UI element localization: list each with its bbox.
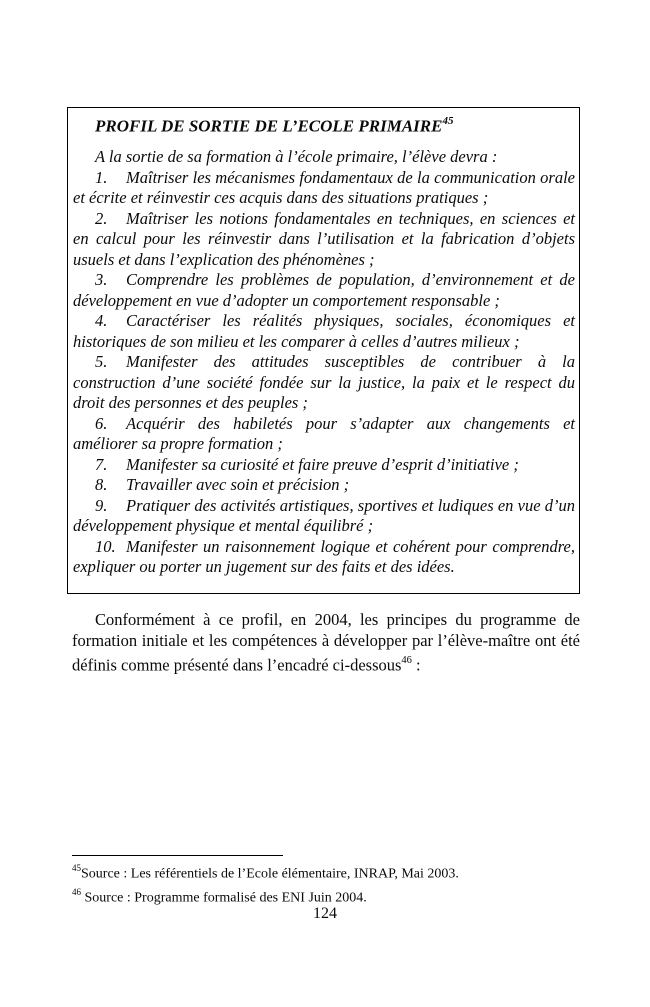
profile-item-list <box>73 168 575 578</box>
item-number: 4. <box>95 311 108 331</box>
footnote-list <box>72 860 580 908</box>
item-number: 2. <box>95 208 108 228</box>
profile-item <box>73 311 575 352</box>
profile-item <box>73 352 575 414</box>
item-number: 1. <box>95 167 108 187</box>
footnote-separator <box>72 855 283 856</box>
body-paragraph-colon: : <box>411 655 421 675</box>
item-text: Manifester des attitudes susceptibles de contribuer à la construction d’une société fondée sur la justice, la paix et le respect du droit des personnes et des peuples ; <box>73 352 575 413</box>
body-paragraph-text: Conformément à ce profil, en 2004, les principes du programme de formation initiale et les compétences à développer par l’élève-maître ont été définis comme présenté dans l’encadré ci-dessous <box>72 610 580 675</box>
item-text: Comprendre les problèmes de population, d’environnement et de développement en vue d’adopter un comportement responsable ; <box>73 270 575 310</box>
item-number: 7. <box>95 454 108 474</box>
item-number: 8. <box>95 475 108 495</box>
footnote-marker: 45 <box>72 863 81 873</box>
item-text: Travailler avec soin et précision ; <box>126 475 350 495</box>
footnote-ref-46: 46 <box>401 655 412 666</box>
item-text: Maîtriser les mécanismes fondamentaux de la communication orale et écrite et réinvestir ces acquis dans des situations pratiques ; <box>73 167 575 208</box>
page-number: 124 <box>313 905 337 922</box>
footnote-ref-45: 45 <box>442 115 454 127</box>
footnote-marker: 46 <box>72 887 81 898</box>
footnote-text: Source : Les référentiels de l’Ecole élémentaire, INRAP, Mai 2003. <box>81 866 459 882</box>
box-intro: A la sortie de sa formation à l’école primaire, l’élève devra : <box>95 147 498 167</box>
profile-item <box>73 270 575 311</box>
item-text: Pratiquer des activités artistiques, sportives et ludiques en vue d’un développement physique et mental équilibré ; <box>73 495 575 536</box>
item-text: Acquérir des habiletés pour s’adapter aux changements et améliorer sa propre formation ; <box>73 413 575 454</box>
profile-item <box>73 168 575 209</box>
box-title <box>73 112 575 137</box>
profile-item <box>73 455 575 476</box>
item-number: 3. <box>95 270 108 290</box>
item-number: 5. <box>95 352 108 372</box>
footnote-text: Source : Programme formalisé des ENI Juin 2004. <box>81 890 367 906</box>
item-text: Maîtriser les notions fondamentales en techniques, en sciences et en calcul pour les réinvestir dans l’utilisation et la fabrication d’objets usuels et dans l’explication des phénomènes ; <box>73 208 575 269</box>
profile-box <box>67 107 580 594</box>
profile-item <box>73 414 575 455</box>
footnote-area <box>72 855 580 908</box>
item-text: Manifester sa curiosité et faire preuve d’esprit d’initiative ; <box>126 454 519 474</box>
item-text: Manifester un raisonnement logique et cohérent pour comprendre, expliquer ou porter un jugement sur des faits et des idées. <box>73 536 575 577</box>
item-number: 10. <box>95 536 116 556</box>
profile-item <box>73 537 575 578</box>
profile-item <box>73 496 575 537</box>
box-title-text: PROFIL DE SORTIE DE L’ECOLE PRIMAIRE <box>95 116 443 136</box>
body-paragraph <box>72 609 580 676</box>
item-text: Caractériser les réalités physiques, sociales, économiques et historiques de son milieu et les comparer à celles d’autres milieux ; <box>73 311 575 351</box>
footnote <box>72 860 580 884</box>
profile-item <box>73 475 575 496</box>
profile-item <box>73 209 575 271</box>
item-number: 9. <box>95 495 108 515</box>
item-number: 6. <box>95 413 108 433</box>
